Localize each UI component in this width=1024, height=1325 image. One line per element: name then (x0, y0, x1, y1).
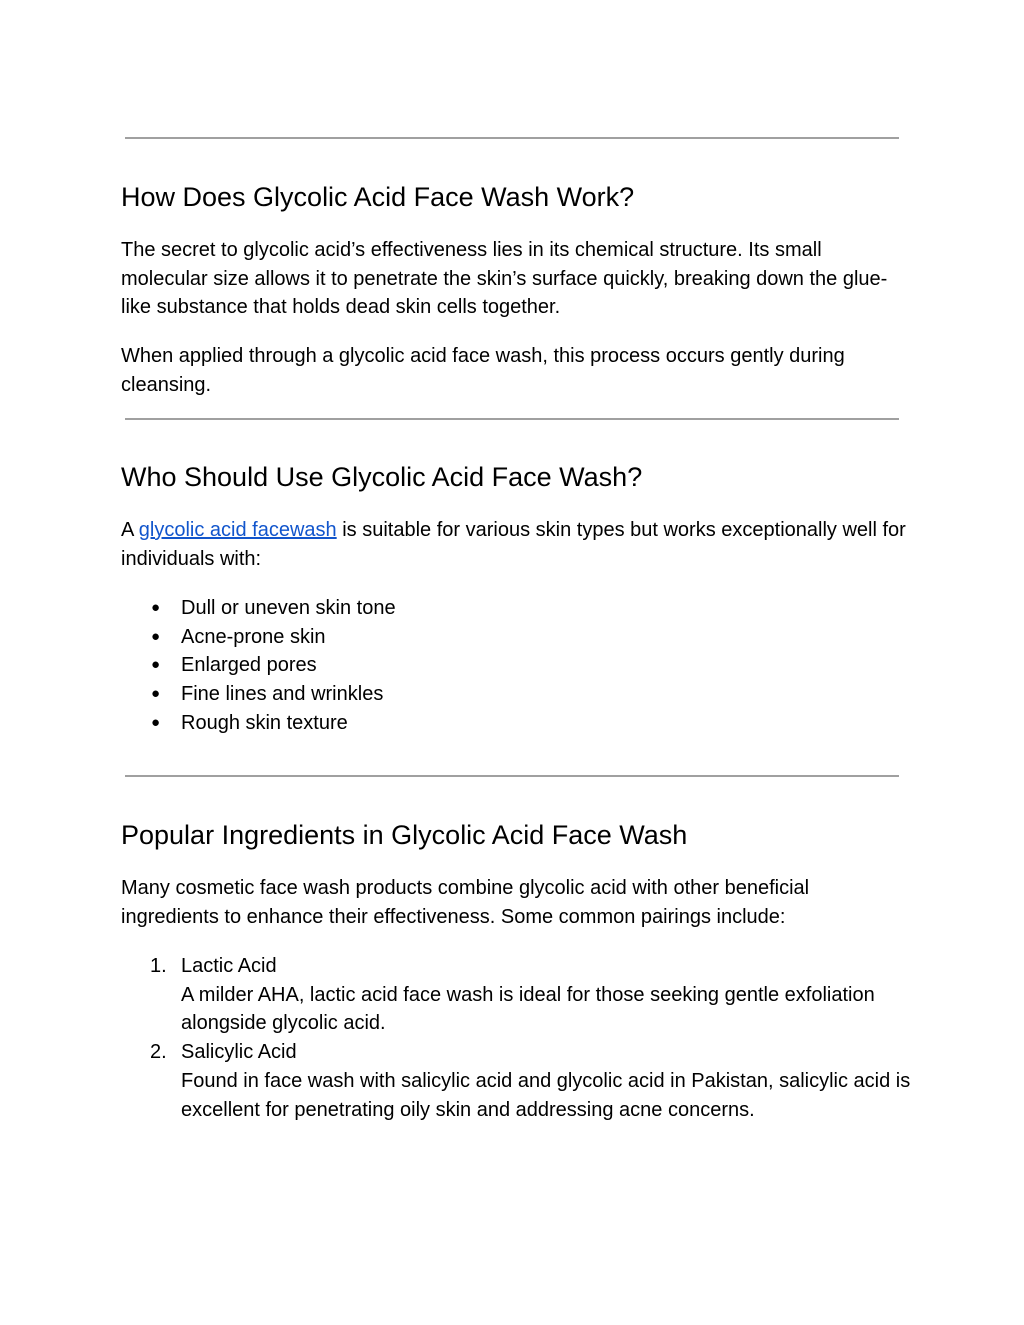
list-item: ● Rough skin texture (121, 709, 911, 738)
paragraph-cleansing-process: When applied through a glycolic acid face wash, this process occurs gently during cleansing. (121, 345, 845, 396)
ingredient-description: Found in face wash with salicylic acid and glycolic acid in Pakistan, salicylic acid is excellent for penetrating oily skin and addressing acne concerns. (181, 1069, 911, 1121)
list-marker: 1. (150, 955, 167, 977)
section-heading-who-should-use: Who Should Use Glycolic Acid Face Wash? (121, 462, 643, 492)
list-item-salicylic-acid (121, 1038, 911, 1124)
intro-text-before: A (121, 519, 139, 541)
ingredient-title: Lactic Acid (181, 955, 277, 977)
intro-text-after: is suitable for various skin types but works exceptionally well for individuals with: (121, 519, 906, 570)
section-heading-how-it-works: How Does Glycolic Acid Face Wash Work? (121, 182, 635, 212)
list-item: ● Fine lines and wrinkles (121, 680, 911, 709)
skin-concerns-list (121, 594, 911, 738)
horizontal-rule-1 (125, 137, 899, 139)
paragraph-chemical-structure: The secret to glycolic acid’s effectiveness lies in its chemical structure. Its small molecular size allows it to penetrate the skin’s surface quickly, breaking down the glue-like substance that holds dead skin cells together. (121, 239, 888, 319)
list-item: ● Acne-prone skin (121, 623, 911, 652)
ingredient-description: A milder AHA, lactic acid face wash is ideal for those seeking gentle exfoliation alongside glycolic acid. (181, 983, 875, 1035)
list-marker: 2. (150, 1041, 167, 1064)
ingredients-list (121, 952, 911, 1124)
glycolic-acid-facewash-link[interactable]: glycolic acid facewash (138, 519, 337, 541)
paragraph-common-pairings: Many cosmetic face wash products combine glycolic acid with other beneficial ingredients to enhance their effectiveness. Some common pairings include: (121, 877, 810, 928)
list-item: ● Enlarged pores (121, 651, 911, 680)
horizontal-rule-3 (125, 775, 899, 777)
section-heading-popular-ingredients: Popular Ingredients in Glycolic Acid Face Wash (121, 820, 688, 850)
list-item-lactic-acid (121, 952, 911, 1038)
paragraph-suitable-skin-types (121, 516, 911, 573)
horizontal-rule-2 (125, 418, 899, 420)
ingredient-title: Salicylic Acid (181, 1041, 297, 1064)
list-item: ● Dull or uneven skin tone (121, 594, 911, 623)
